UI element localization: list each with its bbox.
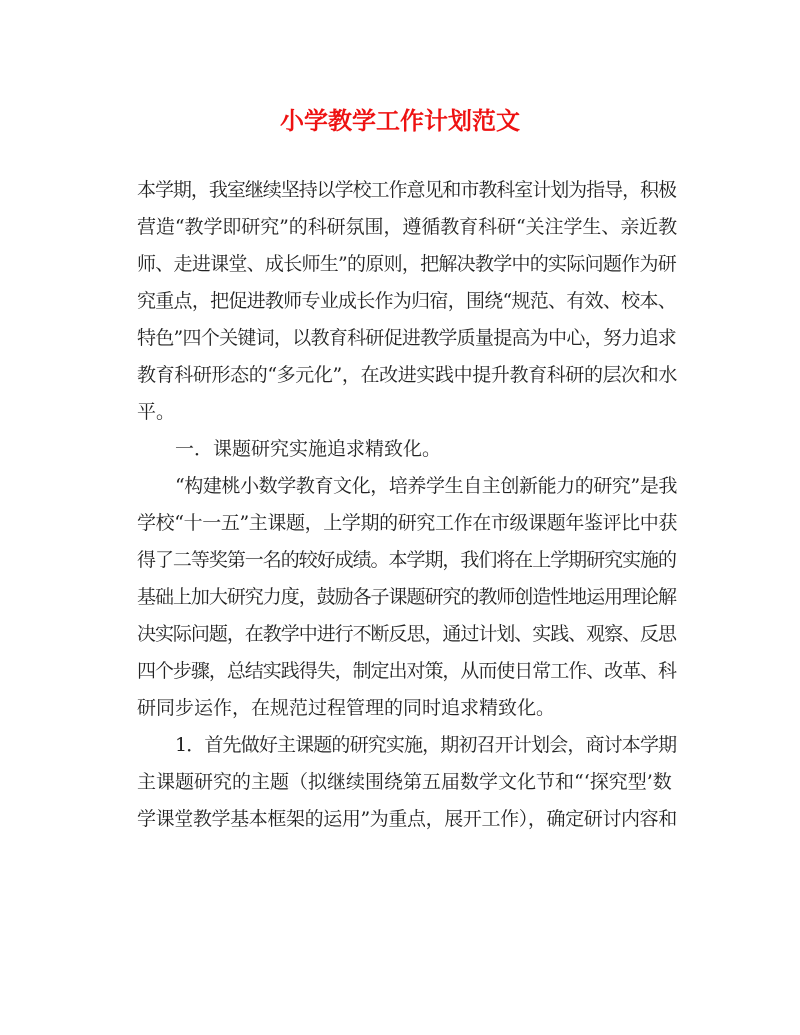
text-line: 研同步运作，在规范过程管理的同时追求精致化。 [137,697,556,719]
text-line: 学校“十一五”主课题，上学期的研究工作在市级课题年鉴评比中获 [137,512,678,534]
text-line: 本学期，我室继续坚持以学校工作意见和市教科室计划为指导，积极 [137,179,676,201]
text-line: 决实际问题，在教学中进行不断反思，通过计划、实践、观察、反思 [137,623,676,645]
text-line: 一．课题研究实施追求精致化。 [175,438,442,460]
text-line: 基础上加大研究力度，鼓励各子课题研究的教师创造性地运用理论解 [137,586,676,608]
text-line: “构建桃小数学教育文化，培养学生自主创新能力的研究”是我 [175,475,678,497]
document-title: 小学教学工作计划范文 [280,106,520,135]
text-line: 主课题研究的主题（拟继续围绕第五届数学文化节和“‘探究型’数 [137,771,672,793]
document-body [137,172,677,838]
paragraph [137,468,677,727]
text-line: 教育科研形态的“多元化”，在改进实践中提升教育科研的层次和水 [137,364,678,386]
text-line: 得了二等奖第一名的较好成绩。本学期，我们将在上学期研究实施的 [137,549,676,571]
text-line: 学课堂教学基本框架的运用”为重点，展开工作），确定研讨内容和 [137,808,677,830]
text-line: 师、走进课堂、成长师生”的原则，把解决教学中的实际问题作为研 [137,253,676,275]
text-line: 营造“教学即研究”的科研氛围，遵循教育科研“关注学生、亲近教 [137,216,678,238]
paragraph [137,727,677,838]
paragraph [137,431,677,468]
text-line: 四个步骤，总结实践得失，制定出对策，从而使日常工作、改革、科 [137,660,676,682]
paragraph [137,172,677,431]
text-line: 平。 [137,401,176,423]
text-line: 特色”四个关键词，以教育科研促进教学质量提高为中心，努力追求 [137,327,676,349]
text-line: 1．首先做好主课题的研究实施，期初召开计划会，商讨本学期 [175,734,677,756]
text-line: 究重点，把促进教师专业成长作为归宿，围绕“规范、有效、校本、 [137,290,676,312]
